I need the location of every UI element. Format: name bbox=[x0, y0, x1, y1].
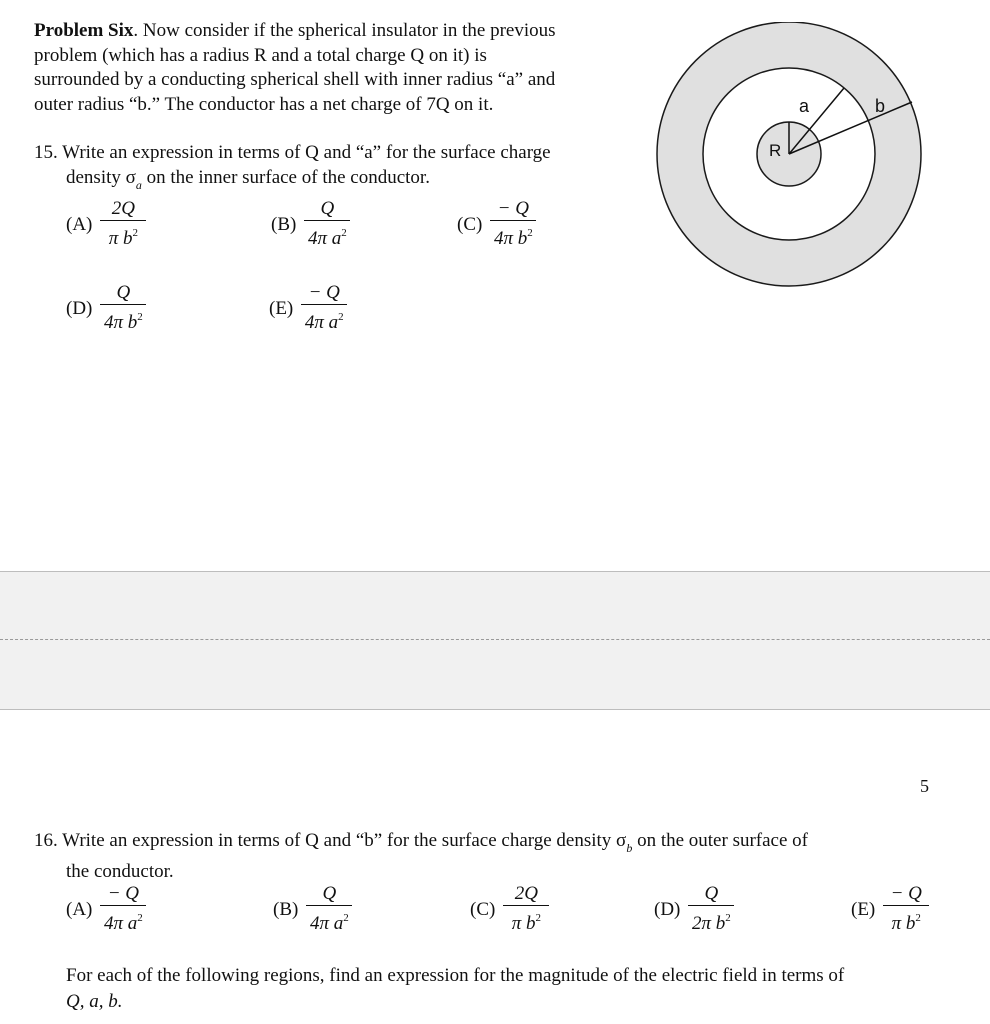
page-break-band bbox=[0, 572, 990, 709]
q15-line-1: 15. Write an expression in terms of Q and “a” for the surface charge bbox=[34, 142, 551, 163]
numerator: − Q bbox=[100, 884, 146, 906]
exponent: 2 bbox=[343, 912, 349, 924]
label-R: R bbox=[769, 141, 782, 160]
label-a: a bbox=[799, 96, 810, 116]
exponent: 2 bbox=[535, 912, 541, 924]
q16-choice-e[interactable] bbox=[851, 884, 929, 935]
choice-label: (C) bbox=[470, 898, 496, 920]
exponent: 2 bbox=[137, 912, 143, 924]
q15-sigma-sub: a bbox=[135, 177, 142, 192]
regions-line-1: For each of the following regions, find an expression for the magnitude of the electric field in terms of bbox=[66, 965, 845, 986]
q16-choice-a[interactable] bbox=[66, 884, 146, 935]
exponent: 2 bbox=[915, 912, 921, 924]
choice-label: (A) bbox=[66, 213, 93, 235]
numerator: Q bbox=[100, 283, 146, 305]
page-number: 5 bbox=[920, 776, 929, 796]
choice-label: (E) bbox=[851, 898, 876, 920]
q16-line-1-post: on the outer surface of bbox=[632, 830, 808, 851]
denominator: 4π a bbox=[304, 312, 339, 333]
exponent: 2 bbox=[725, 912, 731, 924]
label-b: b bbox=[875, 96, 886, 116]
denominator: 2π b bbox=[692, 913, 726, 934]
choice-label: (A) bbox=[66, 898, 93, 920]
fraction bbox=[883, 884, 929, 935]
numerator: Q bbox=[306, 884, 352, 906]
intro-line-3: surrounded by a conducting spherical shell with inner radius “a” and bbox=[34, 69, 556, 90]
fraction bbox=[301, 283, 347, 334]
regions-line-2: Q, a, b. bbox=[66, 991, 123, 1012]
choice-label: (D) bbox=[66, 297, 93, 319]
denominator: π b bbox=[891, 913, 916, 934]
intro-line-1: . Now consider if the spherical insulator in the previous bbox=[133, 20, 556, 41]
fraction bbox=[100, 884, 146, 935]
q15-line-2-pre: density σ bbox=[66, 166, 136, 188]
numerator: Q bbox=[688, 884, 734, 906]
numerator: − Q bbox=[883, 884, 929, 906]
numerator: Q bbox=[304, 199, 350, 221]
denominator: 4π a bbox=[104, 913, 138, 934]
choice-label: (B) bbox=[273, 898, 299, 920]
denominator: π b bbox=[511, 913, 536, 934]
denominator: 4π b bbox=[104, 312, 138, 333]
problem-intro bbox=[34, 19, 631, 117]
choice-label: (C) bbox=[457, 213, 483, 235]
page-break-top-rule bbox=[0, 571, 990, 572]
numerator: − Q bbox=[490, 199, 536, 221]
fraction bbox=[503, 884, 549, 935]
fraction bbox=[100, 283, 146, 334]
denominator: 4π a bbox=[307, 228, 342, 249]
exponent: 2 bbox=[338, 311, 344, 323]
fraction bbox=[100, 199, 146, 250]
fraction bbox=[490, 199, 536, 250]
q15-text bbox=[34, 141, 631, 191]
choice-label: (E) bbox=[269, 297, 294, 319]
denominator: 4π b bbox=[493, 228, 528, 249]
numerator: − Q bbox=[301, 283, 347, 305]
intro-line-2: problem (which has a radius R and a total charge Q on it) is bbox=[34, 44, 487, 66]
q15-line-2-post: on the inner surface of the conductor. bbox=[141, 166, 430, 188]
numerator: 2Q bbox=[503, 884, 549, 906]
q15-choice-c[interactable] bbox=[457, 199, 536, 250]
q15-choice-a[interactable] bbox=[66, 199, 146, 250]
q15-choice-e[interactable] bbox=[269, 283, 347, 334]
intro-line-4: outer radius “b.” The conductor has a net charge of 7Q on it. bbox=[34, 93, 494, 115]
q16-choice-d[interactable] bbox=[654, 884, 734, 935]
regions-text bbox=[66, 963, 946, 1015]
exponent: 2 bbox=[137, 311, 143, 323]
denominator: 4π a bbox=[309, 913, 344, 934]
fraction bbox=[306, 884, 352, 935]
spherical-shell-figure bbox=[650, 22, 930, 302]
exponent: 2 bbox=[341, 227, 347, 239]
q15-choice-d[interactable] bbox=[66, 283, 146, 334]
q15-choice-b[interactable] bbox=[271, 199, 350, 250]
exponent: 2 bbox=[132, 227, 139, 239]
q16-text bbox=[34, 826, 936, 887]
denominator: π b bbox=[108, 228, 133, 249]
q16-choice-c[interactable] bbox=[470, 884, 549, 935]
q16-choice-b[interactable] bbox=[273, 884, 352, 935]
fraction bbox=[688, 884, 734, 935]
q16-sigma-sub: b bbox=[626, 841, 633, 855]
q16-line-2: the conductor. bbox=[66, 861, 174, 882]
choice-label: (B) bbox=[271, 213, 297, 235]
q16-line-1-pre: 16. Write an expression in terms of Q and “b” for the surface charge density σ bbox=[34, 830, 627, 851]
page-break-bottom-rule bbox=[0, 709, 990, 710]
choice-label: (D) bbox=[654, 898, 681, 920]
numerator: 2Q bbox=[100, 199, 146, 221]
exponent: 2 bbox=[527, 227, 533, 239]
problem-heading: Problem Six bbox=[34, 20, 134, 41]
fraction bbox=[304, 199, 350, 250]
page-break-dashed-rule bbox=[0, 639, 990, 640]
